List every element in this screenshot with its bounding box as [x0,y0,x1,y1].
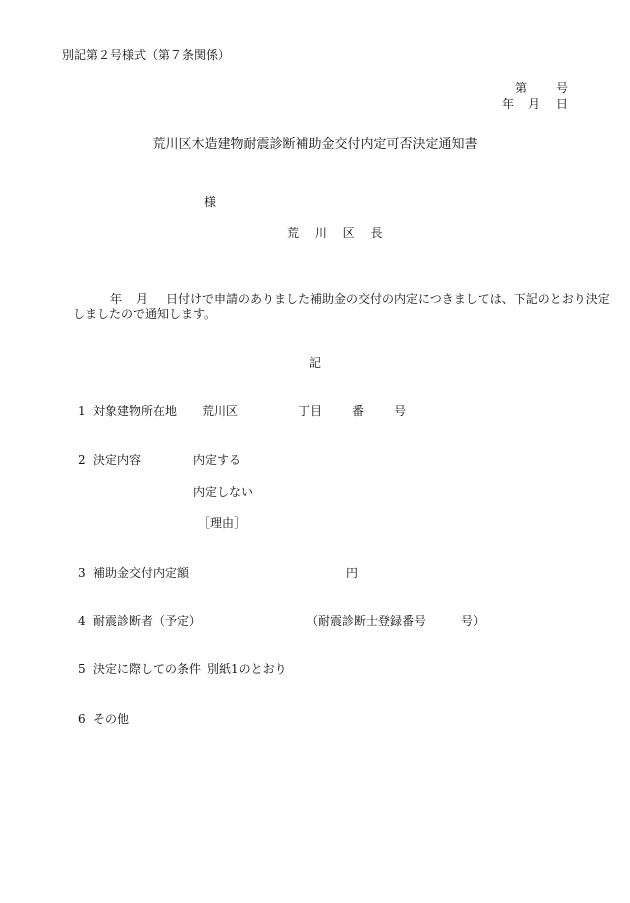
decision-approve: 内定する [193,453,242,467]
conditions-value: 別紙1のとおり [207,662,287,676]
date-year: 年 [502,97,515,111]
ki-heading: 記 [308,356,321,370]
ban-label: 番 [352,404,365,418]
item-label: 決定に際しての条件 [93,662,202,676]
document-title: 荒川区木造建物耐震診断補助金交付内定可否決定通知書 [152,137,478,152]
item-4-diagnostician [0,614,630,630]
item-number: 2 [78,453,86,467]
number-dai: 第 [515,81,528,95]
item-number: 4 [78,614,86,628]
body-month: 月 [136,292,149,306]
go-label: 号 [394,404,407,418]
chome-label: 丁目 [298,404,323,418]
date-day: 日 [556,97,569,111]
body-line-1: 日付けで申請のありました補助金の交付の内定につきましては、下記のとおり決定 [166,292,610,306]
registration-number-suffix: 号） [461,614,486,628]
issuer-name: 荒 川 区 長 [287,226,389,240]
decision-reason: ［理由］ [198,516,247,530]
date-month: 月 [528,97,541,111]
decision-reject: 内定しない [193,485,254,499]
item-1-building-location [0,404,630,420]
number-go: 号 [556,81,569,95]
recipient-honorific: 様 [204,195,217,209]
item-label: 決定内容 [93,453,142,467]
item-label: その他 [93,712,130,726]
ward-name: 荒川区 [202,404,239,418]
item-5-conditions [0,662,630,678]
item-2-decision [0,453,630,469]
item-number: 1 [78,404,86,418]
form-label: 別記第２号様式（第７条関係） [62,48,231,62]
item-label: 耐震診断者（予定） [93,614,202,628]
item-number: 3 [78,566,86,580]
item-6-other [0,712,630,728]
item-number: 5 [78,662,86,676]
registration-number-label: （耐震診断士登録番号 [306,614,427,628]
body-line-2: しましたので通知します。 [73,307,217,321]
item-label: 対象建物所在地 [93,404,178,418]
body-year: 年 [110,292,123,306]
item-number: 6 [78,712,86,726]
yen-label: 円 [346,566,359,580]
item-3-subsidy-amount [0,566,630,582]
item-label: 補助金交付内定額 [93,566,190,580]
